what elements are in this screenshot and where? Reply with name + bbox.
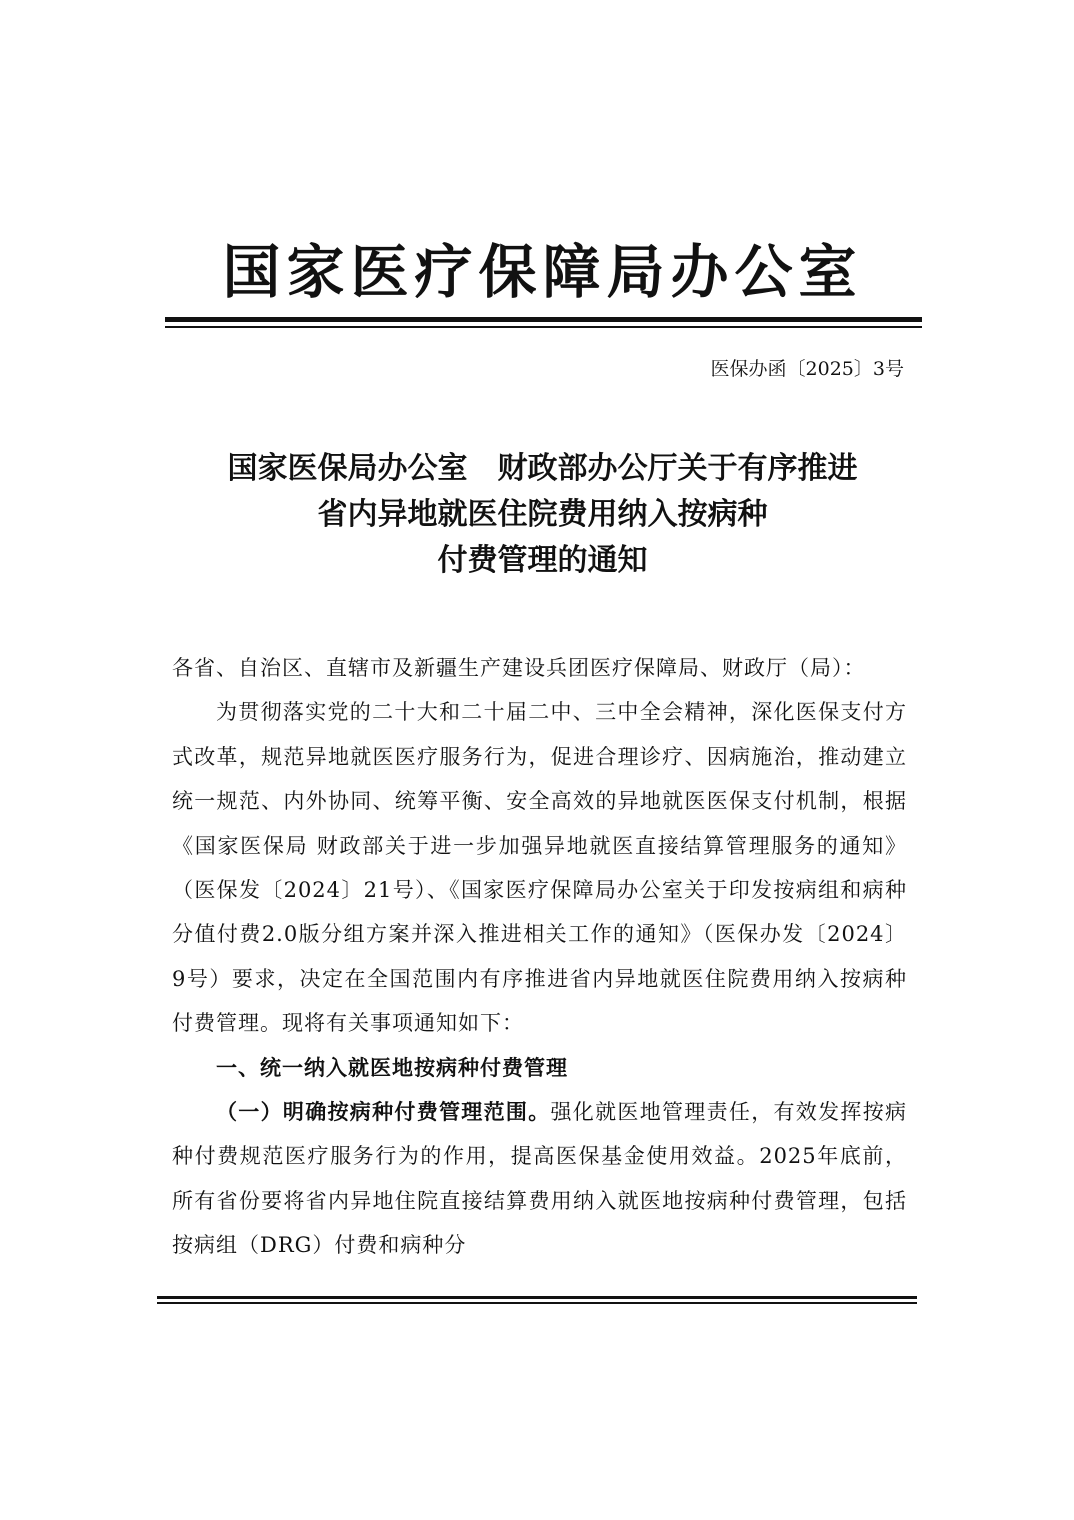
- footer-rule-thick: [157, 1296, 917, 1299]
- document-title-line-3: 付费管理的通知: [437, 543, 648, 578]
- document-title-line-1: 国家医保局办公室 财政部办公厅关于有序推进: [227, 451, 858, 486]
- item-lead: （一）明确按病种付费管理范围。: [216, 1099, 551, 1125]
- section-heading: 一、统一纳入就医地按病种付费管理: [216, 1055, 568, 1080]
- item-paragraph: [172, 1090, 907, 1268]
- document-body: [172, 646, 907, 1268]
- letterhead-rule-thin: [165, 326, 922, 328]
- intro-paragraph: 为贯彻落实党的二十大和二十届二中、三中全会精神，深化医保支付方式改革，规范异地就医医疗服务行为，促进合理诊疗、因病施治，推动建立统一规范、内外协同、统筹平衡、安全高效的异地就医医保支付机制，根据《国家医保局 财政部关于进一步加强异地就医直接结算管理服务的通知》（医保发〔2024〕21号）、《国家医疗保障局办公室关于印发按病组和病种分值付费2.0版分组方案并深入推进相关工作的通知》（医保办发〔2024〕9号）要求，决定在全国范围内有序推进省内异地就医住院费用纳入按病种付费管理。现将有关事项通知如下：: [172, 700, 907, 1036]
- letterhead-rule-thick: [165, 317, 922, 322]
- item-text: 强化就医地管理责任，有效发挥按病种付费规范医疗服务行为的作用，提高医保基金使用效益。2025年底前，所有省份要将省内异地住院直接结算费用纳入就医地按病种付费管理，包括按病组（DRG）付费和病种分: [172, 1100, 907, 1258]
- letterhead-title: 国家医疗保障局办公室: [222, 238, 863, 306]
- document-title: [160, 446, 925, 584]
- document-title-line-2: 省内异地就医住院费用纳入按病种: [317, 497, 768, 532]
- document-number: 医保办函〔2025〕3号: [710, 358, 904, 380]
- addressee: 各省、自治区、直辖市及新疆生产建设兵团医疗保障局、财政厅（局）：: [172, 656, 866, 680]
- footer-rule-thin: [157, 1302, 917, 1304]
